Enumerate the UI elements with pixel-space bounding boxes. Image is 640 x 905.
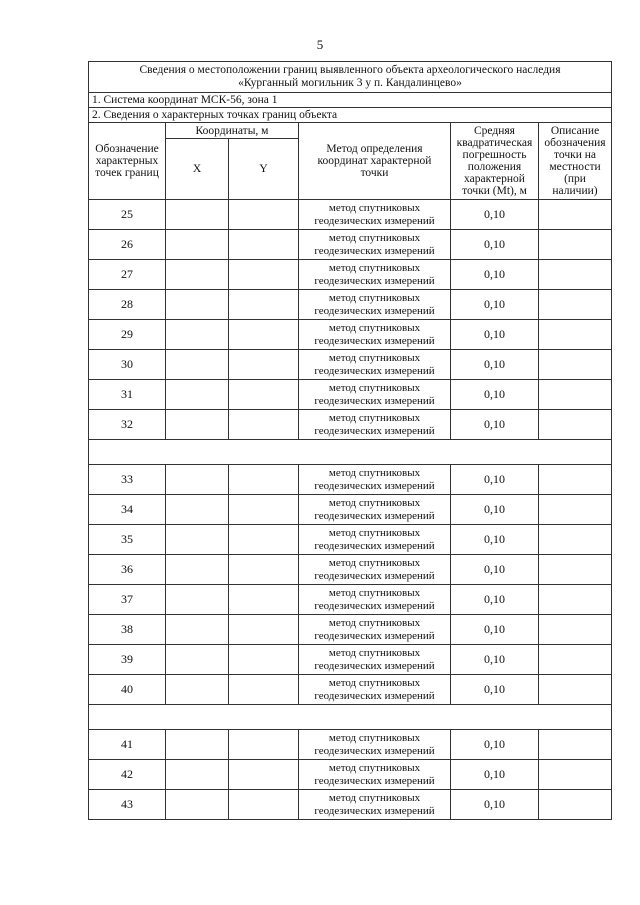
method-line2: геодезических измерений — [314, 599, 435, 612]
method-cell — [299, 465, 451, 495]
point-description — [539, 380, 612, 410]
table-row — [89, 730, 612, 760]
method-line1: метод спутниковых — [328, 411, 421, 424]
method-cell — [299, 200, 451, 230]
table-row — [89, 645, 612, 675]
point-number: 29 — [89, 320, 166, 350]
coord-x — [166, 790, 229, 820]
method-line1: метод спутниковых — [328, 466, 421, 479]
point-description — [539, 555, 612, 585]
coord-y — [229, 615, 299, 645]
method-line1: метод спутниковых — [328, 526, 421, 539]
table-row — [89, 615, 612, 645]
section2-row — [89, 108, 612, 123]
method-cell — [299, 350, 451, 380]
error-value: 0,10 — [451, 320, 539, 350]
error-value: 0,10 — [451, 200, 539, 230]
method-line1: метод спутниковых — [328, 261, 421, 274]
coord-y — [229, 465, 299, 495]
method-cell — [299, 585, 451, 615]
coord-x — [166, 615, 229, 645]
point-description — [539, 645, 612, 675]
method-line1: метод спутниковых — [328, 321, 421, 334]
method-line2: геодезических измерений — [314, 804, 435, 817]
method-line2: геодезических измерений — [314, 274, 435, 287]
method-line1: метод спутниковых — [328, 791, 421, 804]
header-description: Описание обозначения точки на местности (при наличии) — [539, 123, 612, 200]
header-error: Средняя квадратическая погрешность положения характерной точки (Mt), м — [451, 123, 539, 200]
section1-row — [89, 93, 612, 108]
table-row — [89, 350, 612, 380]
point-number: 26 — [89, 230, 166, 260]
boundary-points-table — [88, 61, 612, 820]
point-description — [539, 290, 612, 320]
coord-x — [166, 525, 229, 555]
point-number: 42 — [89, 760, 166, 790]
method-line2: геодезических измерений — [314, 569, 435, 582]
method-cell — [299, 410, 451, 440]
error-value: 0,10 — [451, 380, 539, 410]
point-description — [539, 260, 612, 290]
method-line2: геодезических измерений — [314, 214, 435, 227]
point-description — [539, 730, 612, 760]
method-line2: геодезических измерений — [314, 744, 435, 757]
coord-x — [166, 350, 229, 380]
point-number: 41 — [89, 730, 166, 760]
point-number: 39 — [89, 645, 166, 675]
point-description — [539, 675, 612, 705]
point-number: 38 — [89, 615, 166, 645]
coord-x — [166, 260, 229, 290]
coord-x — [166, 585, 229, 615]
error-value: 0,10 — [451, 730, 539, 760]
method-line1: метод спутниковых — [328, 291, 421, 304]
table-row — [89, 675, 612, 705]
method-line1: метод спутниковых — [328, 761, 421, 774]
point-number: 40 — [89, 675, 166, 705]
header-point: Обозначение характерных точек границ — [89, 123, 166, 200]
coord-x — [166, 290, 229, 320]
coord-y — [229, 760, 299, 790]
coord-x — [166, 760, 229, 790]
table-row — [89, 230, 612, 260]
header-x: X — [166, 139, 229, 200]
point-description — [539, 200, 612, 230]
method-line2: геодезических измерений — [314, 659, 435, 672]
point-description — [539, 585, 612, 615]
method-line2: геодезических измерений — [314, 244, 435, 257]
table-separator-row — [89, 440, 612, 465]
point-description — [539, 320, 612, 350]
section2-characteristic-points: 2. Сведения о характерных точках границ объекта — [89, 108, 612, 123]
method-line1: метод спутниковых — [328, 676, 421, 689]
coord-x — [166, 380, 229, 410]
method-line2: геодезических измерений — [314, 689, 435, 702]
point-number: 27 — [89, 260, 166, 290]
coord-y — [229, 525, 299, 555]
method-line1: метод спутниковых — [328, 351, 421, 364]
coord-y — [229, 320, 299, 350]
error-value: 0,10 — [451, 675, 539, 705]
header-y: Y — [229, 139, 299, 200]
table-row — [89, 410, 612, 440]
method-line1: метод спутниковых — [328, 556, 421, 569]
method-line2: геодезических измерений — [314, 774, 435, 787]
coord-y — [229, 790, 299, 820]
coord-y — [229, 260, 299, 290]
coord-y — [229, 585, 299, 615]
coord-y — [229, 290, 299, 320]
point-number: 34 — [89, 495, 166, 525]
method-line2: геодезических измерений — [314, 479, 435, 492]
table-row — [89, 380, 612, 410]
point-description — [539, 465, 612, 495]
point-number: 25 — [89, 200, 166, 230]
point-description — [539, 410, 612, 440]
method-cell — [299, 380, 451, 410]
separator-cell — [89, 440, 612, 465]
table-body — [89, 62, 612, 820]
method-line1: метод спутниковых — [328, 201, 421, 214]
method-line1: метод спутниковых — [328, 731, 421, 744]
point-description — [539, 525, 612, 555]
error-value: 0,10 — [451, 410, 539, 440]
error-value: 0,10 — [451, 615, 539, 645]
error-value: 0,10 — [451, 645, 539, 675]
point-description — [539, 760, 612, 790]
coord-x — [166, 495, 229, 525]
point-description — [539, 230, 612, 260]
error-value: 0,10 — [451, 790, 539, 820]
method-line1: метод спутниковых — [328, 381, 421, 394]
coord-y — [229, 410, 299, 440]
error-value: 0,10 — [451, 495, 539, 525]
table-separator-row — [89, 705, 612, 730]
method-line2: геодезических измерений — [314, 334, 435, 347]
error-value: 0,10 — [451, 260, 539, 290]
coord-x — [166, 645, 229, 675]
header-coordinates: Координаты, м — [166, 123, 299, 139]
method-line2: геодезических измерений — [314, 304, 435, 317]
method-line1: метод спутниковых — [328, 496, 421, 509]
method-line2: геодезических измерений — [314, 364, 435, 377]
section1-coordinate-system: 1. Система координат МСК-56, зона 1 — [89, 93, 612, 108]
method-line1: метод спутниковых — [328, 586, 421, 599]
point-description — [539, 495, 612, 525]
point-description — [539, 615, 612, 645]
table-row — [89, 200, 612, 230]
table-row — [89, 525, 612, 555]
point-number: 37 — [89, 585, 166, 615]
point-number: 35 — [89, 525, 166, 555]
method-cell — [299, 525, 451, 555]
coord-x — [166, 410, 229, 440]
form-title — [89, 62, 612, 93]
coord-y — [229, 555, 299, 585]
point-number: 33 — [89, 465, 166, 495]
table-row — [89, 555, 612, 585]
coord-x — [166, 465, 229, 495]
table-row — [89, 790, 612, 820]
point-number: 30 — [89, 350, 166, 380]
method-line2: геодезических измерений — [314, 539, 435, 552]
coord-x — [166, 320, 229, 350]
point-description — [539, 350, 612, 380]
error-value: 0,10 — [451, 525, 539, 555]
coord-x — [166, 555, 229, 585]
error-value: 0,10 — [451, 555, 539, 585]
method-cell — [299, 645, 451, 675]
error-value: 0,10 — [451, 350, 539, 380]
form-title-line1: Сведения о местоположении границ выявленного объекта археологического наследия — [139, 64, 561, 76]
method-cell — [299, 290, 451, 320]
point-number: 32 — [89, 410, 166, 440]
method-line2: геодезических измерений — [314, 629, 435, 642]
method-line2: геодезических измерений — [314, 424, 435, 437]
coord-x — [166, 230, 229, 260]
coord-y — [229, 675, 299, 705]
method-cell — [299, 260, 451, 290]
form-title-line2: «Курганный могильник 3 у п. Кандалинцево» — [238, 77, 462, 89]
separator-cell — [89, 705, 612, 730]
error-value: 0,10 — [451, 230, 539, 260]
table-row — [89, 495, 612, 525]
coord-x — [166, 200, 229, 230]
coord-y — [229, 495, 299, 525]
coord-y — [229, 730, 299, 760]
table-row — [89, 760, 612, 790]
method-cell — [299, 615, 451, 645]
point-number: 36 — [89, 555, 166, 585]
error-value: 0,10 — [451, 290, 539, 320]
coord-y — [229, 645, 299, 675]
table-row — [89, 465, 612, 495]
coord-x — [166, 675, 229, 705]
table-row — [89, 290, 612, 320]
error-value: 0,10 — [451, 585, 539, 615]
method-cell — [299, 555, 451, 585]
method-cell — [299, 320, 451, 350]
point-number: 43 — [89, 790, 166, 820]
coord-y — [229, 200, 299, 230]
table-row — [89, 585, 612, 615]
coord-y — [229, 230, 299, 260]
method-cell — [299, 495, 451, 525]
method-cell — [299, 760, 451, 790]
table-row — [89, 320, 612, 350]
method-cell — [299, 730, 451, 760]
error-value: 0,10 — [451, 760, 539, 790]
method-cell — [299, 230, 451, 260]
form-title-row — [89, 62, 612, 93]
point-description — [539, 790, 612, 820]
method-line1: метод спутниковых — [328, 646, 421, 659]
method-line1: метод спутниковых — [328, 616, 421, 629]
method-line2: геодезических измерений — [314, 509, 435, 522]
header-method: Метод определения координат характерной точки — [299, 123, 451, 200]
point-number: 28 — [89, 290, 166, 320]
coord-y — [229, 350, 299, 380]
coord-y — [229, 380, 299, 410]
method-line2: геодезических измерений — [314, 394, 435, 407]
method-cell — [299, 675, 451, 705]
method-line1: метод спутниковых — [328, 231, 421, 244]
point-number: 31 — [89, 380, 166, 410]
table-row — [89, 260, 612, 290]
error-value: 0,10 — [451, 465, 539, 495]
coord-x — [166, 730, 229, 760]
page-number: 5 — [316, 37, 324, 52]
header-row-1 — [89, 123, 612, 139]
method-cell — [299, 790, 451, 820]
